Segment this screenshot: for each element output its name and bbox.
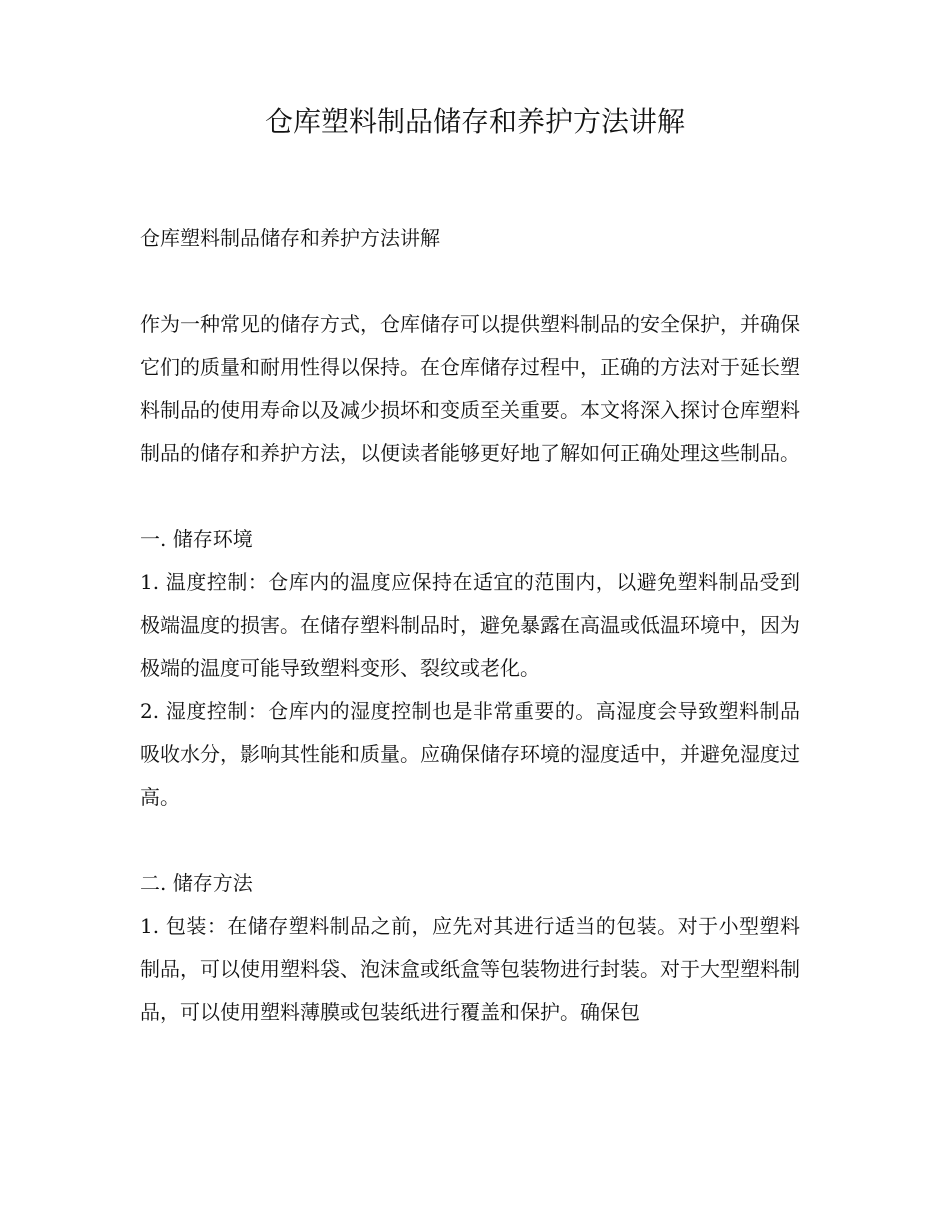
intro-paragraph: 作为一种常见的储存方式，仓库储存可以提供塑料制品的安全保护，并确保它们的质量和耐用性得以保持。在仓库储存过程中，正确的方法对于延长塑料制品的使用寿命以及减少损坏和变质至关重要。本文将深入探讨仓库塑料制品的储存和养护方法，以便读者能够更好地了解如何正确处理这些制品。 bbox=[140, 312, 800, 465]
section-heading-storage-methods: 二. 储存方法 bbox=[140, 871, 253, 895]
paragraph-spacer bbox=[140, 475, 800, 518]
list-item-temperature-control: 1. 温度控制：仓库内的温度应保持在适宜的范围内，以避免塑料制品受到极端温度的损害。在储存塑料制品时，避免暴露在高温或低温环境中，因为极端的温度可能导致塑料变形、裂纹或老化。 bbox=[140, 570, 800, 680]
paragraph-spacer bbox=[140, 819, 800, 862]
section-heading-storage-environment: 一. 储存环境 bbox=[140, 527, 253, 551]
list-item-packaging: 1. 包装：在储存塑料制品之前，应先对其进行适当的包装。对于小型塑料制品，可以使用塑料袋、泡沫盒或纸盒等包装物进行封装。对于大型塑料制品，可以使用塑料薄膜或包装纸进行覆盖和保护。确保包 bbox=[140, 914, 800, 1024]
document-title: 仓库塑料制品储存和养护方法讲解 bbox=[264, 105, 685, 138]
document-subtitle: 仓库塑料制品储存和养护方法讲解 bbox=[140, 226, 440, 250]
paragraph-spacer bbox=[140, 260, 800, 303]
list-item-humidity-control: 2. 湿度控制：仓库内的湿度控制也是非常重要的。高湿度会导致塑料制品吸收水分，影响其性能和质量。应确保储存环境的湿度适中，并避免湿度过高。 bbox=[140, 699, 800, 809]
document-body bbox=[140, 217, 800, 1034]
